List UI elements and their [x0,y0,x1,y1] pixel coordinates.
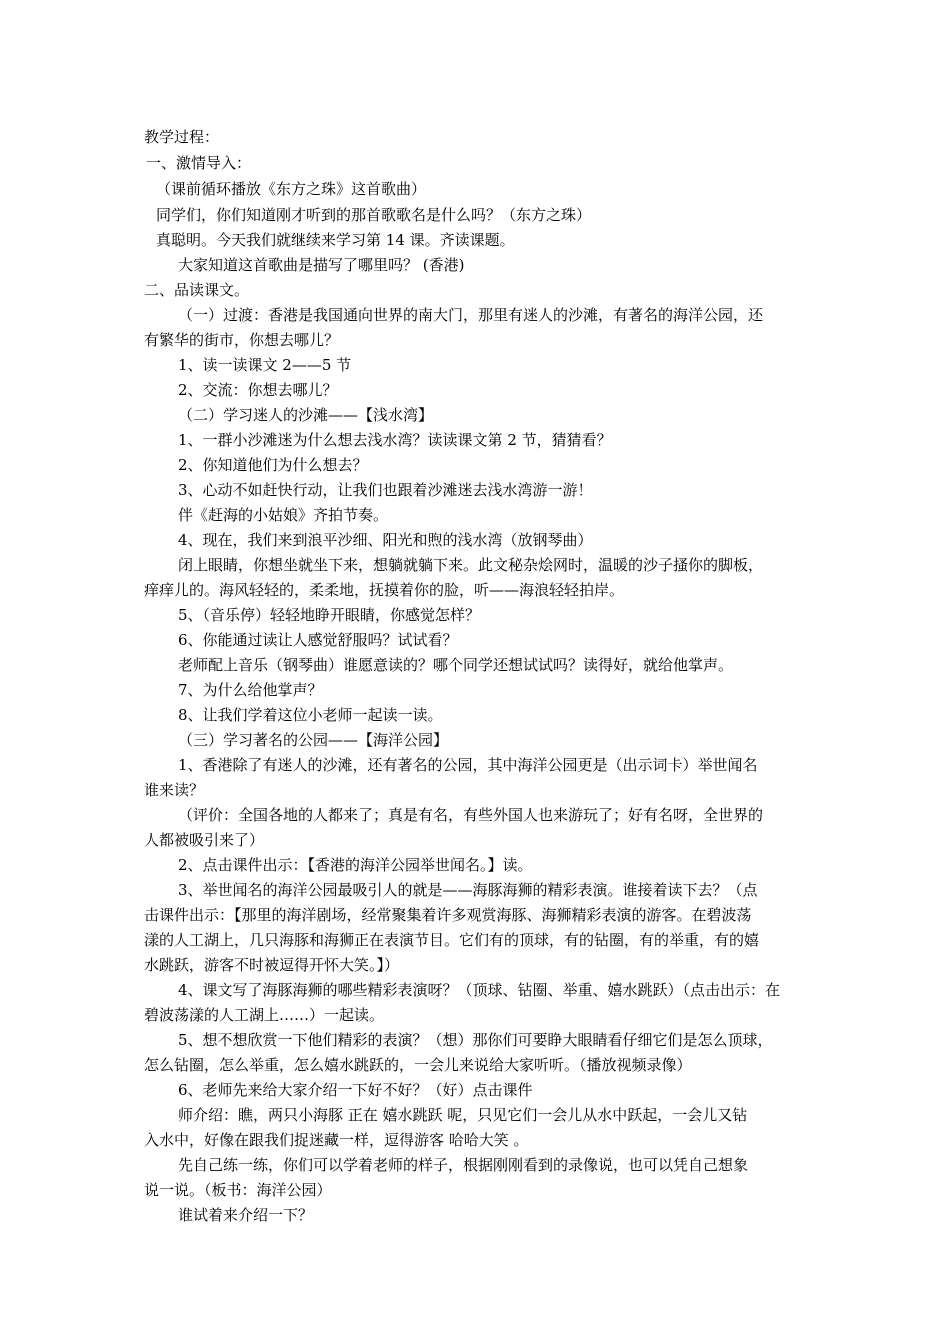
text-line: 大家知道这首歌曲是描写了哪里吗？ (香港) [178,256,465,274]
text-line: 同学们，你们知道刚才听到的那首歌歌名是什么吗？（东方之珠） [156,206,592,224]
text-line: （评价：全国各地的人都来了；真是有名，有些外国人也来游玩了；好有名呀，全世界的 [178,806,764,824]
text-line: 1、一群小沙滩迷为什么想去浅水湾？读读课文第 2 节，猜猜看？ [178,431,612,449]
text-line: 闭上眼睛，你想坐就坐下来，想躺就躺下来。此文秘杂烩网时，温暖的沙子搔你的脚板， [178,556,764,574]
text-line: 入水中，好像在跟我们捉迷藏一样，逗得游客 哈哈大笑 。 [144,1131,529,1149]
subsection-heading: （三）学习著名的公园——【海洋公园】 [178,731,449,749]
text-line: 2、交流：你想去哪儿？ [178,381,338,399]
text-line: 6、老师先来给大家介绍一下好不好？（好）点击课件 [178,1081,533,1099]
text-line: 痒痒儿的。海风轻轻的，柔柔地，抚摸着你的脸，听——海浪轻轻拍岸。 [144,581,625,599]
text-line: （课前循环播放《东方之珠》这首歌曲） [156,180,427,198]
text-line: 怎么钻圈，怎么举重，怎么嬉水跳跃的，一会儿来说给大家听听。（播放视频录像） [144,1056,692,1074]
text-line: 有繁华的街市，你想去哪儿？ [144,331,340,349]
teaching-process-heading: 教学过程： [144,128,220,146]
text-line: 6、你能通过读让人感觉舒服吗？试试看？ [178,631,458,649]
text-line: 5、（音乐停）轻轻地睁开眼睛，你感觉怎样？ [178,606,481,624]
text-line: （一）过渡：香港是我国通向世界的南大门，那里有迷人的沙滩，有著名的海洋公园，还 [178,306,764,324]
text-line: 真聪明。今天我们就继续来学习第 14 课。齐读课题。 [156,231,515,249]
text-line: 水跳跃，游客不时被逗得开怀大笑。】） [144,956,400,974]
text-line: 4、现在，我们来到浪平沙细、阳光和煦的浅水湾（放钢琴曲） [178,531,593,549]
text-line: 碧波荡漾的人工湖上……）一起读。 [144,1006,385,1024]
text-line: 2、你知道他们为什么想去？ [178,456,368,474]
text-line: 谁来读？ [144,781,205,799]
section-two-heading: 二、品读课文。 [144,281,250,299]
text-line: 1、读一读课文 2——5 节 [178,356,352,374]
text-line: 先自己练一练，你们可以学着老师的样子，根据刚刚看到的录像说，也可以凭自己想象 [178,1156,749,1174]
text-line: 4、课文写了海豚海狮的哪些精彩表演呀？（顶球、钻圈、举重、嬉水跳跃）（点击出示：在 [178,981,781,999]
text-line: 8、让我们学着这位小老师一起读一读。 [178,706,443,724]
text-line: 7、为什么给他掌声？ [178,681,323,699]
section-one-heading: 一、激情导入： [146,154,252,172]
text-line: 伴《赶海的小姑娘》齐拍节奏。 [178,506,389,524]
text-line: 击课件出示：【那里的海洋剧场，经常聚集着许多观赏海豚、海狮精彩表演的游客。在碧波荡 [144,906,752,924]
text-line: 5、想不想欣赏一下他们精彩的表演？（想）那你们可要睁大眼睛看仔细它们是怎么顶球， [178,1031,773,1049]
text-line: 谁试着来介绍一下？ [178,1206,314,1224]
text-line: 3、心动不如赶快行动，让我们也跟着沙滩迷去浅水湾游一游！ [178,481,593,499]
text-line: 师介绍：瞧，两只小海豚 正在 嬉水跳跃 呢，只见它们一会儿从水中跃起，一会儿又钻 [178,1106,748,1124]
text-line: 老师配上音乐（钢琴曲）谁愿意读的？哪个同学还想试试吗？读得好，就给他掌声。 [178,656,734,674]
text-line: 人都被吸引来了） [144,831,265,849]
text-line: 说一说。（板书：海洋公园） [144,1181,332,1199]
text-line: 2、点击课件出示：【香港的海洋公园举世闻名。】读。 [178,856,533,874]
text-line: 3、举世闻名的海洋公园最吸引人的就是——海豚海狮的精彩表演。谁接着读下去？（点 [178,881,758,899]
text-line: 1、香港除了有迷人的沙滩，还有著名的公园，其中海洋公园更是（出示词卡）举世闻名 [178,756,758,774]
text-line: 漾的人工湖上，几只海豚和海狮正在表演节目。它们有的顶球，有的钻圈，有的举重，有的嬉 [144,931,760,949]
subsection-heading: （二）学习迷人的沙滩——【浅水湾】 [178,406,434,424]
